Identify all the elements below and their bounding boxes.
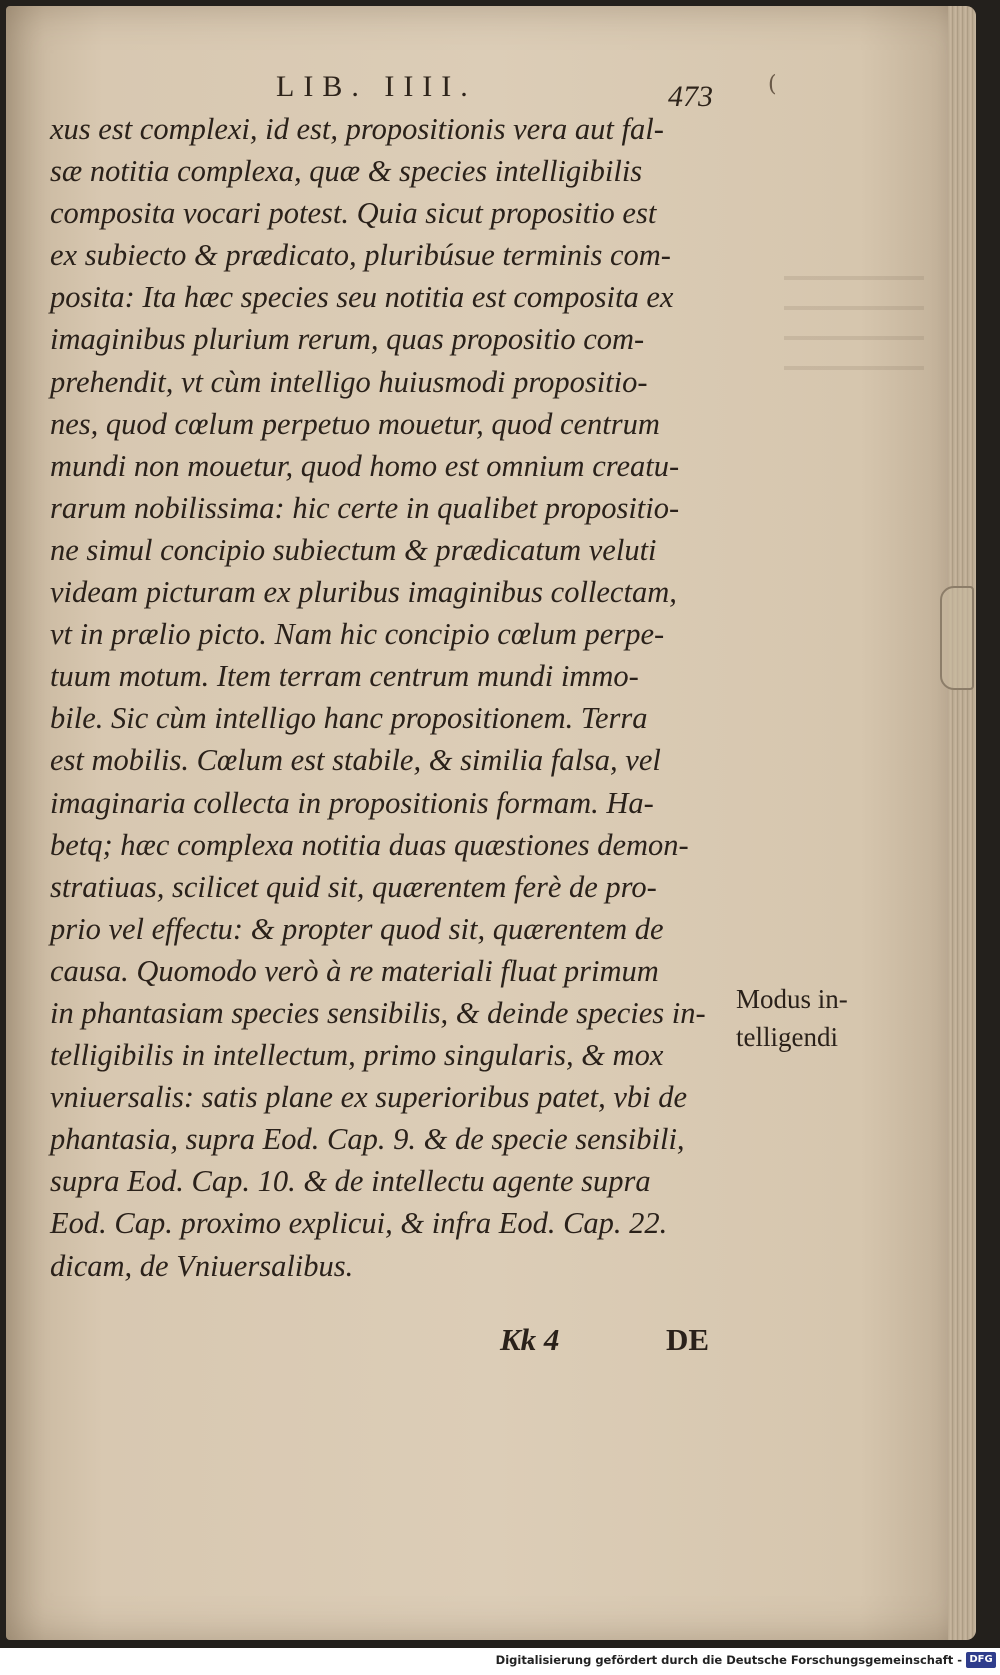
- text-line: ex subiecto & prædicato, pluribúsue terminis com-: [50, 238, 671, 273]
- text-line: bile. Sic cùm intelligo hanc propositionem. Terra: [50, 701, 648, 736]
- text-line: imaginibus plurium rerum, quas propositio com-: [50, 322, 645, 357]
- text-line: vniuersalis: satis plane ex superioribus patet, vbi de: [50, 1080, 688, 1115]
- text-line: stratiuas, scilicet quid sit, quærentem ferè de pro-: [50, 869, 657, 904]
- text-line: tuum motum. Item terram centrum mundi immo-: [50, 659, 639, 694]
- text-line: xus est complexi, id est, propositionis vera aut fal-: [50, 112, 664, 146]
- text-line: composita vocari potest. Quia sicut propositio est: [50, 196, 657, 231]
- text-line: prehendit, vt cùm intelligo huiusmodi propositio-: [50, 364, 648, 399]
- marginal-note-line: telligendi: [736, 1022, 838, 1052]
- marginal-note-line: Modus in-: [736, 984, 848, 1014]
- text-line: supra Eod. Cap. 10. & de intellectu agente supra: [50, 1164, 651, 1199]
- text-line: Eod. Cap. proximo explicui, & infra Eod. Cap. 22.: [50, 1206, 668, 1241]
- folio-mark: (: [768, 72, 777, 97]
- page-tab: [940, 586, 974, 690]
- marginal-note: [736, 980, 848, 1056]
- text-line: betq; hæc complexa notitia duas quæstiones demon-: [50, 827, 689, 862]
- text-line: vt in prælio picto. Nam hic concipio cœlum perpe-: [50, 617, 665, 652]
- text-line: rarum nobilissima: hic certe in qualibet propositio-: [50, 490, 680, 525]
- text-line: prio vel effectu: & propter quod sit, quærentem de: [50, 911, 664, 946]
- footer-bar: [0, 1648, 1000, 1675]
- text-line: telligibilis in intellectum, primo singularis, & mox: [50, 1038, 664, 1073]
- text-line: videam picturam ex pluribus imaginibus collectam,: [50, 575, 677, 610]
- bleed-through-text: [784, 256, 924, 396]
- text-line: in phantasiam species sensibilis, & deinde species in-: [50, 995, 706, 1030]
- text-line: imaginaria collecta in propositionis formam. Ha-: [50, 785, 654, 820]
- text-line: mundi non mouetur, quod homo est omnium creatu-: [50, 448, 680, 483]
- text-line: ne simul concipio subiectum & prædicatum veluti: [50, 532, 657, 567]
- page-number: 473: [668, 80, 713, 113]
- text-line: sæ notitia complexa, quæ & species intelligibilis: [50, 154, 643, 189]
- text-line: est mobilis. Cœlum est stabile, & similia falsa, vel: [50, 743, 661, 778]
- signature-mark: Kk 4: [500, 1322, 560, 1357]
- text-line: posita: Ita hæc species seu notitia est composita ex: [50, 280, 674, 315]
- text-line: causa. Quomodo verò à re materiali fluat primum: [50, 953, 659, 988]
- catchword: DE: [666, 1322, 710, 1357]
- dfg-logo: DFG: [966, 1652, 996, 1668]
- text-line: nes, quod cœlum perpetuo mouetur, quod centrum: [50, 406, 660, 441]
- running-head: LIB. IIII.: [276, 70, 477, 103]
- page-edge: [948, 6, 976, 1640]
- text-line: phantasia, supra Eod. Cap. 9. & de specie sensibili,: [50, 1122, 685, 1157]
- body-text: [50, 108, 750, 1287]
- funding-credit: Digitalisierung gefördert durch die Deutsche Forschungsgemeinschaft -: [495, 1653, 962, 1667]
- text-line: dicam, de Vniuersalibus.: [50, 1248, 354, 1283]
